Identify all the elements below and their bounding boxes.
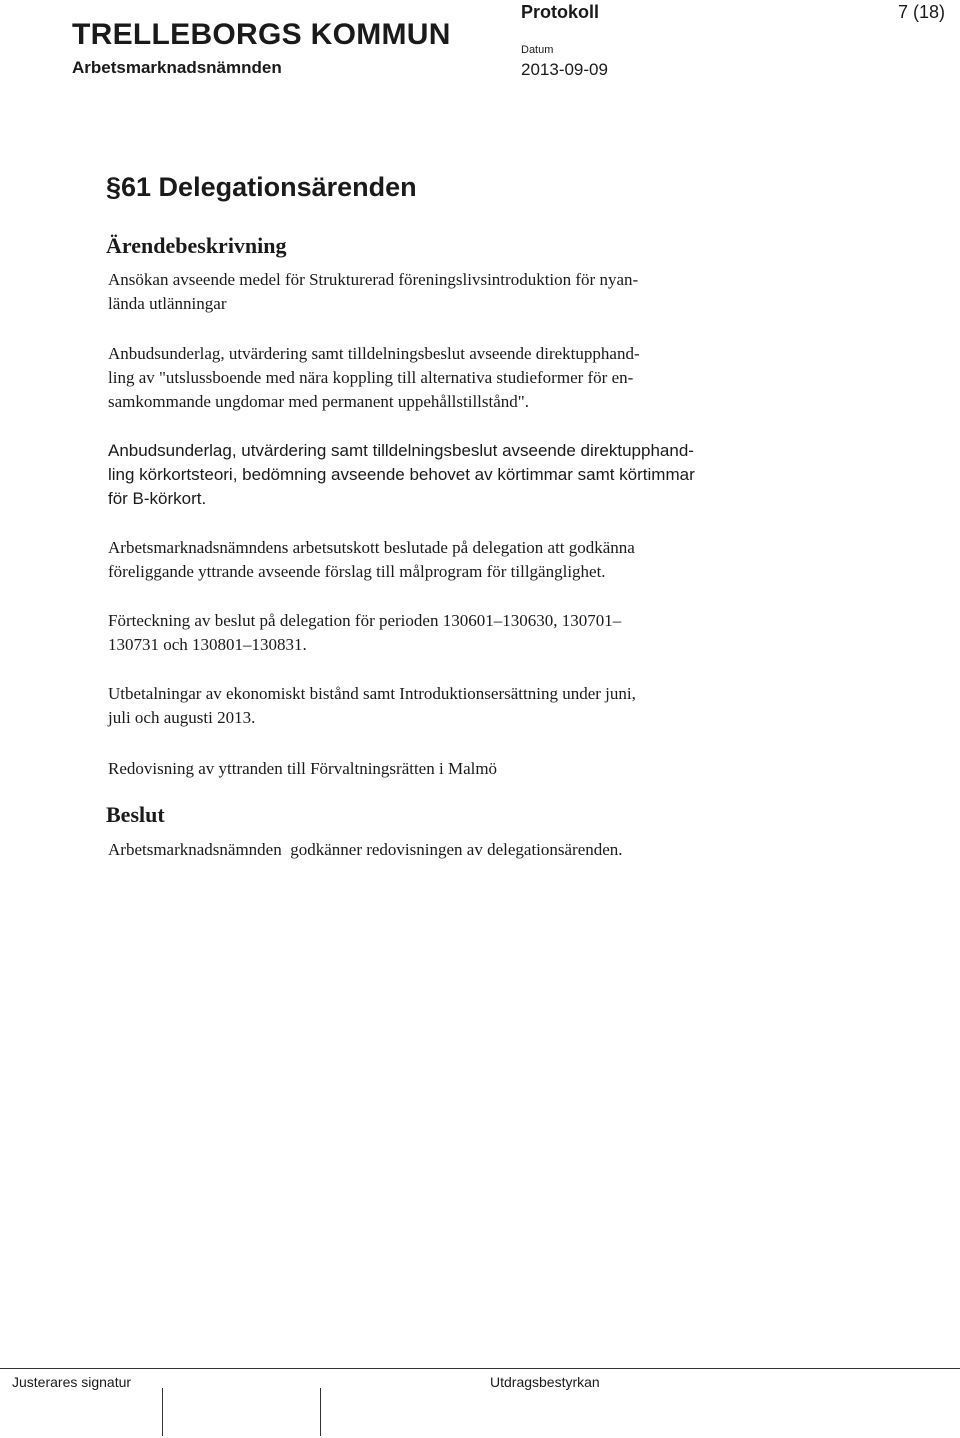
board-name: Arbetsmarknadsnämnden	[72, 58, 282, 77]
item-line: Anbudsunderlag, utvärdering samt tilldelningsbeslut avseende direktupphand-	[108, 441, 694, 460]
section-title: §61 Delegationsärenden	[106, 172, 417, 202]
description-heading: Ärendebeskrivning	[106, 233, 287, 258]
item-line: Anbudsunderlag, utvärdering samt tilldelningsbeslut avseende direktupphand-	[108, 344, 640, 363]
organization-name: TRELLEBORGS KOMMUN	[72, 18, 451, 51]
item-line: Utbetalningar av ekonomiskt bistånd samt Introduktionsersättning under juni,	[108, 684, 636, 703]
document-type: Protokoll	[521, 2, 600, 22]
item-paragraph	[108, 439, 808, 511]
item-paragraph	[108, 268, 808, 316]
footer-divider	[0, 1368, 960, 1369]
item-line: lända utlänningar	[108, 294, 227, 313]
signature-box-divider	[320, 1388, 321, 1436]
item-paragraph	[108, 757, 808, 781]
signature-box-divider	[162, 1388, 163, 1436]
date-value: 2013-09-09	[521, 60, 608, 79]
item-line: juli och augusti 2013.	[108, 708, 256, 727]
signature-label: Justerares signatur	[12, 1374, 132, 1390]
item-line: Förteckning av beslut på delegation för perioden 130601–130630, 130701–	[108, 611, 622, 630]
extract-label: Utdragsbestyrkan	[490, 1374, 600, 1390]
item-line: 130731 och 130801–130831.	[108, 635, 307, 654]
item-paragraph	[108, 536, 808, 584]
item-line: ling av "utslussboende med nära koppling till alternativa studieformer för en-	[108, 368, 634, 387]
decision-heading: Beslut	[106, 802, 165, 827]
item-paragraph	[108, 342, 808, 414]
item-paragraph	[108, 682, 808, 730]
item-line: ling körkortsteori, bedömning avseende behovet av körtimmar samt körtimmar	[108, 465, 695, 484]
item-line: samkommande ungdomar med permanent uppehållstillstånd".	[108, 392, 529, 411]
page-number: 7 (18)	[898, 2, 946, 22]
item-line: för B-körkort.	[108, 489, 207, 508]
item-line: föreliggande yttrande avseende förslag till målprogram för tillgänglighet.	[108, 562, 606, 581]
item-line: Redovisning av yttranden till Förvaltningsrätten i Malmö	[108, 759, 498, 778]
decision-text	[108, 838, 808, 862]
decision-line: Arbetsmarknadsnämnden godkänner redovisningen av delegationsärenden.	[108, 840, 623, 859]
item-paragraph	[108, 609, 808, 657]
item-line: Ansökan avseende medel för Strukturerad föreningslivsintroduktion för nyan-	[108, 270, 639, 289]
date-label: Datum	[521, 44, 554, 56]
item-line: Arbetsmarknadsnämndens arbetsutskott beslutade på delegation att godkänna	[108, 538, 635, 557]
